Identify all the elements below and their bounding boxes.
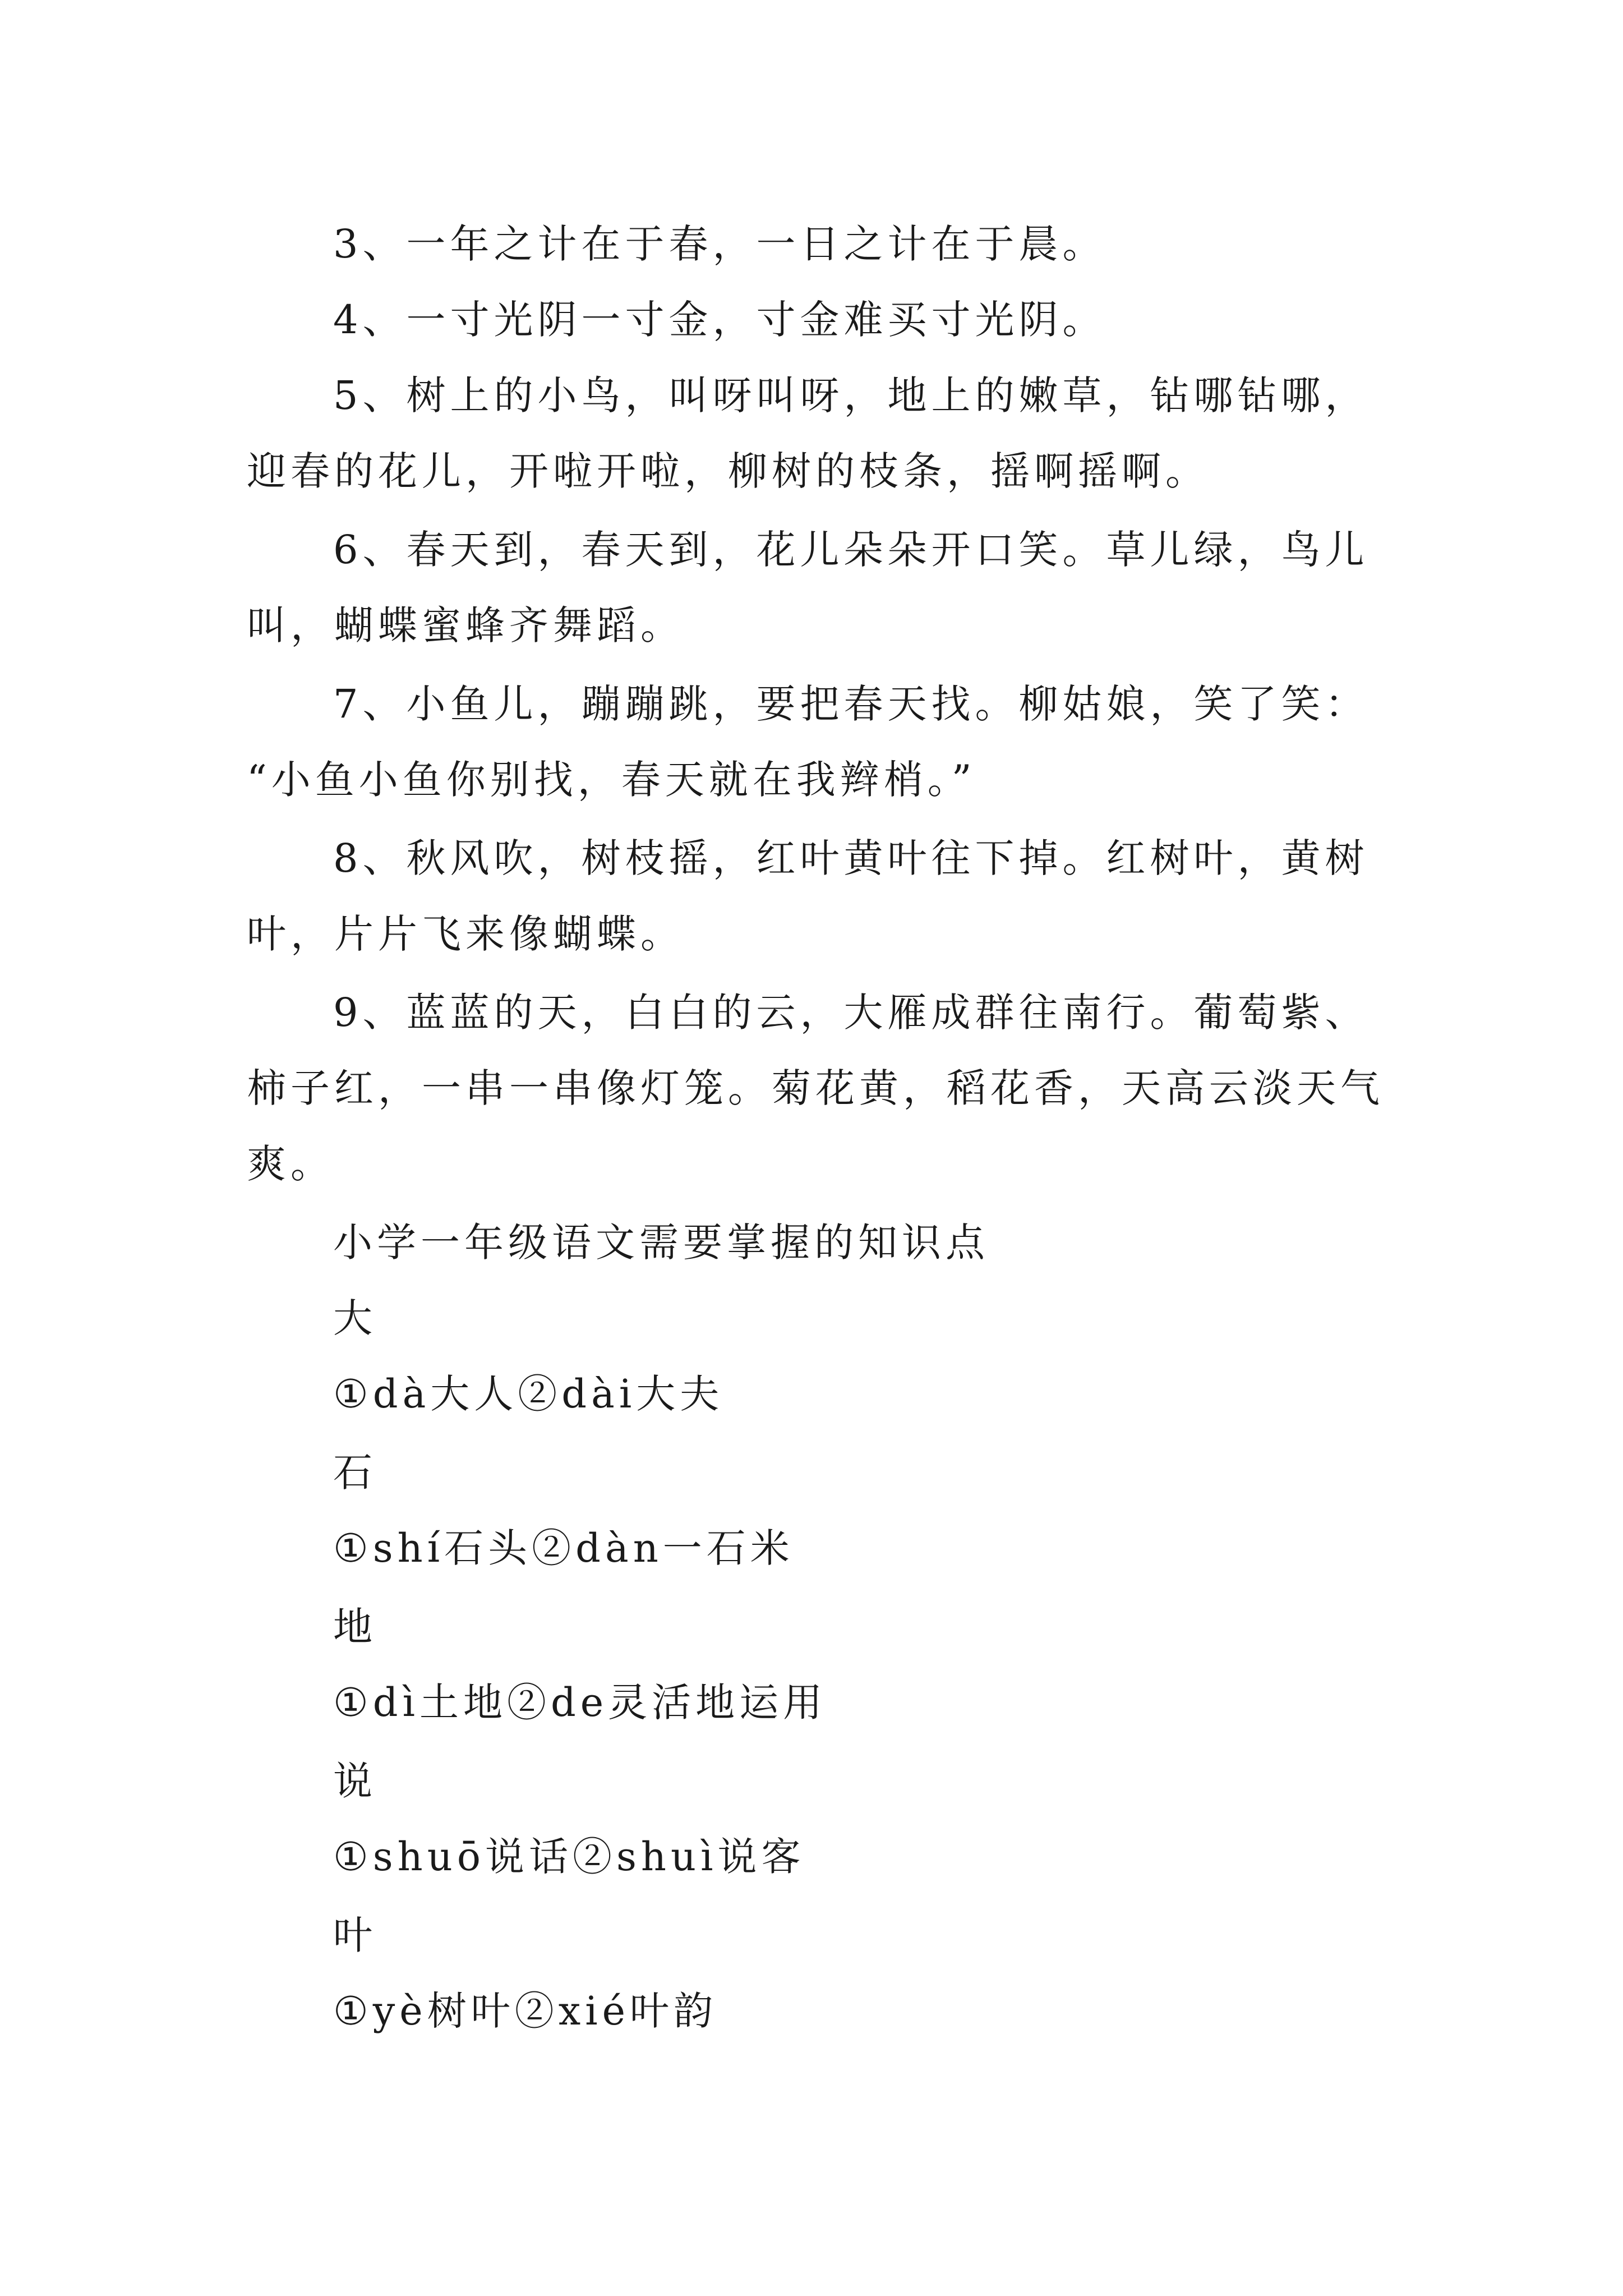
character-di: 地 xyxy=(333,1604,377,1650)
rhyme-9-line-2: 柿子红，一串一串像灯笼。菊花黄，稻花香，天高云淡天气 xyxy=(247,1065,1384,1111)
rhyme-9-line-1: 9、蓝蓝的天，白白的云，大雁成群往南行。葡萄紫、 xyxy=(333,990,1369,1036)
character-ye: 叶 xyxy=(333,1912,377,1958)
character-da: 大 xyxy=(333,1295,377,1341)
rhyme-6-line-2: 叫，蝴蝶蜜蜂齐舞蹈。 xyxy=(247,602,684,648)
character-shi: 石 xyxy=(333,1450,377,1496)
reading-ye: ①yè树叶②xié叶韵 xyxy=(333,1988,718,2034)
reading-di: ①dì土地②de灵活地运用 xyxy=(333,1680,827,1726)
character-shuo: 说 xyxy=(333,1758,377,1804)
rhyme-9-line-3: 爽。 xyxy=(247,1141,334,1187)
proverb-3: 3、一年之计在于春，一日之计在于晨。 xyxy=(333,221,1106,267)
rhyme-5-line-1: 5、树上的小鸟，叫呀叫呀，地上的嫩草，钻哪钻哪， xyxy=(333,372,1369,418)
proverb-4: 4、一寸光阴一寸金，寸金难买寸光阴。 xyxy=(333,297,1106,343)
rhyme-7-line-1: 7、小鱼儿，蹦蹦跳，要把春天找。柳姑娘，笑了笑： xyxy=(333,681,1369,727)
rhyme-5-line-2: 迎春的花儿，开啦开啦，柳树的枝条，摇啊摇啊。 xyxy=(247,448,1209,494)
section-heading: 小学一年级语文需要掌握的知识点 xyxy=(333,1220,989,1266)
rhyme-7-line-2: “小鱼小鱼你别找，春天就在我辫梢。” xyxy=(247,757,976,803)
rhyme-8-line-1: 8、秋风吹，树枝摇，红叶黄叶往下掉。红树叶，黄树 xyxy=(333,835,1369,881)
rhyme-6-line-1: 6、春天到，春天到，花儿朵朵开口笑。草儿绿，鸟儿 xyxy=(333,527,1369,573)
reading-da: ①dà大人②dài大夫 xyxy=(333,1371,724,1417)
reading-shuo: ①shuō说话②shuì说客 xyxy=(333,1834,805,1880)
reading-shi: ①shí石头②dàn一石米 xyxy=(333,1525,794,1571)
rhyme-8-line-2: 叶，片片飞来像蝴蝶。 xyxy=(247,911,684,957)
